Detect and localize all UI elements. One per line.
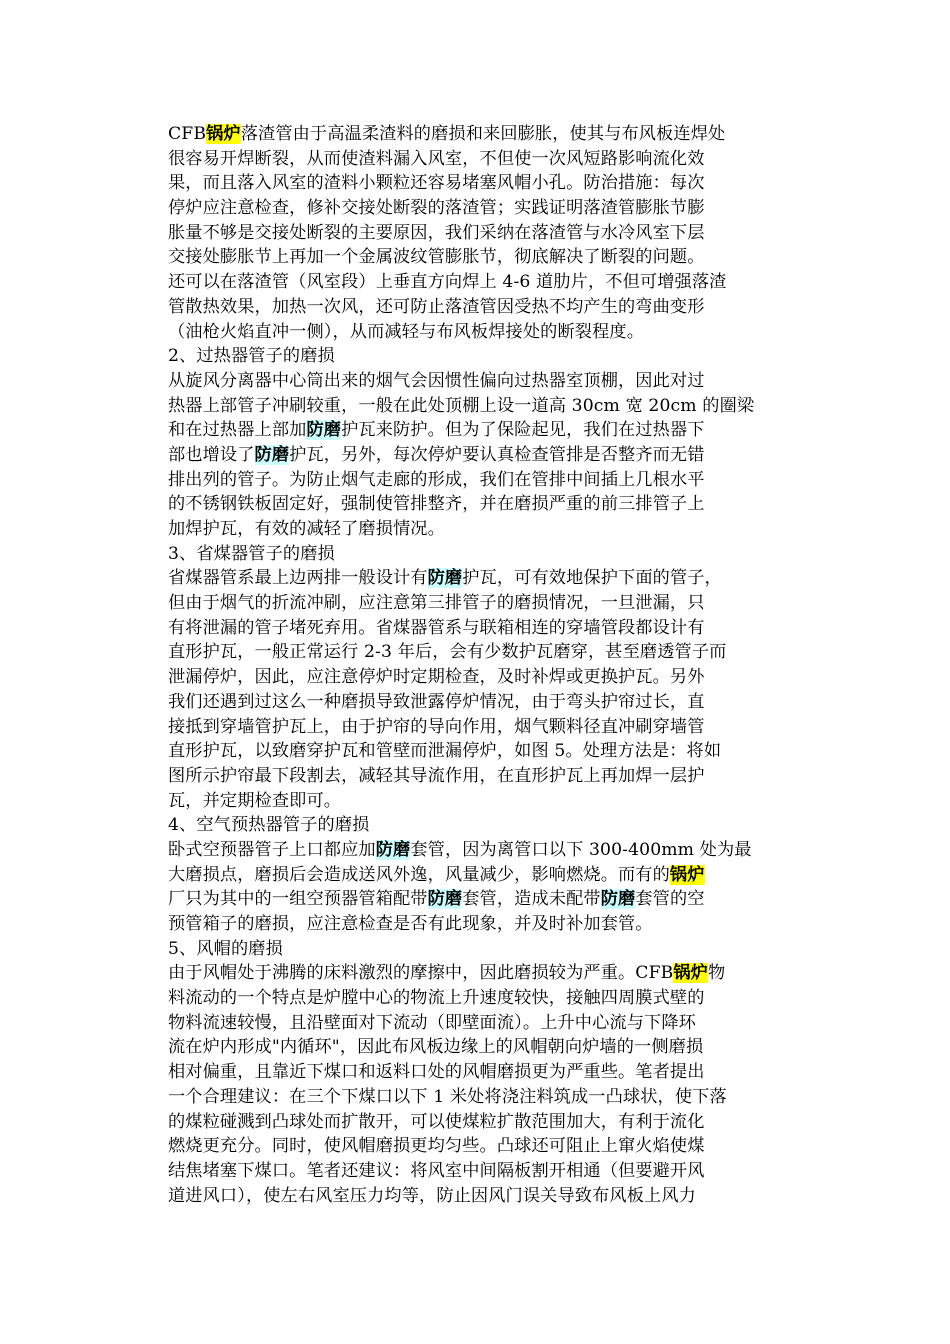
text-line — [168, 690, 788, 715]
text-line — [168, 468, 788, 493]
text-run: 胀量不够是交接处断裂的主要原因，我们采纳在落渣管与水冷风室下层 — [168, 222, 705, 243]
text-run: 燃烧更充分。同时，使风帽磨损更均匀些。凸球还可阻止上窜火焰使煤 — [168, 1136, 705, 1157]
text-run: 一个合理建议：在三个下煤口以下 1 米处将浇注料筑成一凸球状，使下落 — [168, 1086, 727, 1107]
text-line — [168, 937, 788, 962]
text-run: 还可以在落渣管（风室段）上垂直方向焊上 4-6 道肋片，不但可增强落渣 — [168, 272, 727, 293]
text-run: 护瓦，另外，每次停炉要认真检查管排是否整齐而无错 — [289, 444, 705, 465]
text-line — [168, 986, 788, 1011]
text-run: 流在炉内形成"内循环"，因此布风板边缘上的风帽朝向炉墙的一侧磨损 — [168, 1037, 704, 1058]
text-line — [168, 196, 788, 221]
text-line — [168, 591, 788, 616]
text-line — [168, 221, 788, 246]
text-run: 4、空气预热器管子的磨损 — [168, 815, 370, 836]
highlighted-keyword: 锅炉 — [673, 963, 708, 984]
text-run: 料流动的一个特点是炉膛中心的物流上升速度较快，接触四周膜式壁的 — [168, 988, 705, 1009]
text-line — [168, 394, 788, 419]
text-line — [168, 1011, 788, 1036]
text-run: 部也增设了 — [168, 444, 255, 465]
text-line — [168, 739, 788, 764]
text-run: 热器上部管子冲刷较重，一般在此处顶棚上设一道高 30cm 宽 20cm 的圈梁 — [168, 395, 755, 416]
text-run: 厂只为其中的一组空预器管箱配带 — [168, 889, 428, 910]
text-line — [168, 887, 788, 912]
text-line — [168, 764, 788, 789]
text-run: 套管，造成未配带 — [462, 889, 601, 910]
text-run: 但由于烟气的折流冲刷，应注意第三排管子的磨损情况，一旦泄漏，只 — [168, 593, 705, 614]
highlighted-keyword: 防磨 — [427, 889, 463, 910]
text-line — [168, 270, 788, 295]
text-run: （油枪火焰直冲一侧），从而减轻与布风板焊接处的断裂程度。 — [168, 321, 645, 342]
text-line — [168, 640, 788, 665]
text-line — [168, 863, 788, 888]
text-run: 相对偏重，且靠近下煤口和返料口处的风帽磨损更为严重些。笔者提出 — [168, 1062, 705, 1083]
text-line — [168, 665, 788, 690]
highlighted-keyword: 防磨 — [375, 839, 411, 860]
text-line — [168, 1159, 788, 1184]
text-run: 交接处膨胀节上再加一个金属波纹管膨胀节，彻底解决了断裂的问题。 — [168, 247, 705, 268]
text-run: 接抵到穿墙管护瓦上，由于护帘的导向作用，烟气颗料径直冲刷穿墙管 — [168, 716, 705, 737]
text-line — [168, 344, 788, 369]
text-line — [168, 813, 788, 838]
text-run: 的煤粒碰溅到凸球处而扩散开，可以使煤粒扩散范围加大，有利于流化 — [168, 1111, 705, 1132]
text-run: 物 — [708, 963, 726, 984]
text-run: 结焦堵塞下煤口。笔者还建议：将风室中间隔板割开相通（但要避开风 — [168, 1160, 705, 1181]
text-run: 预管箱子的磨损，应注意检查是否有此现象，并及时补加套管。 — [168, 914, 653, 934]
text-run: 从旋风分离器中心筒出来的烟气会因惯性偏向过热器室顶棚，因此对过 — [168, 370, 705, 391]
text-line — [168, 122, 788, 147]
text-run: CFB — [168, 124, 207, 144]
text-line — [168, 616, 788, 641]
text-line — [168, 147, 788, 172]
text-line — [168, 245, 788, 270]
text-run: 3、省煤器管子的磨损 — [168, 543, 335, 564]
text-line — [168, 1134, 788, 1159]
text-run: 护瓦来防护。但为了保险起见，我们在过热器下 — [341, 420, 705, 441]
text-line — [168, 517, 788, 542]
text-line — [168, 1060, 788, 1085]
text-line — [168, 961, 788, 986]
text-line — [168, 542, 788, 567]
text-run: 5、风帽的磨损 — [168, 938, 283, 959]
text-run: 省煤器管系最上边两排一般设计有 — [168, 568, 428, 589]
highlighted-keyword: 锅炉 — [206, 124, 241, 144]
text-run: 停炉应注意检查，修补交接处断裂的落渣管；实践证明落渣管膨胀节膨 — [168, 198, 705, 219]
text-line — [168, 1035, 788, 1060]
highlighted-keyword: 防磨 — [427, 568, 463, 589]
text-run: 图所示护帘最下段割去，减轻其导流作用，在直形护瓦上再加焊一层护 — [168, 765, 705, 786]
text-run: 卧式空预器管子上口都应加 — [168, 839, 376, 860]
text-line — [168, 320, 788, 345]
text-line — [168, 418, 788, 443]
text-run: 泄漏停炉，因此，应注意停炉时定期检查，及时补焊或更换护瓦。另外 — [168, 667, 705, 688]
text-run: 很容易开焊断裂，从而使渣料漏入风室，不但使一次风短路影响流化效 — [168, 148, 705, 169]
text-run: 我们还遇到过这么一种磨损导致泄露停炉情况，由于弯头护帘过长，直 — [168, 691, 705, 712]
text-line — [168, 912, 788, 937]
highlighted-keyword: 锅炉 — [669, 864, 705, 885]
text-run: 2、过热器管子的磨损 — [168, 346, 335, 367]
text-run: 管散热效果，加热一次风，还可防止落渣管因受热不均产生的弯曲变形 — [168, 296, 705, 317]
text-run: 护瓦，可有效地保护下面的管子， — [462, 568, 722, 589]
text-run: 直形护瓦，以致磨穿护瓦和管壁而泄漏停炉，如图 5。处理方法是：将如 — [168, 741, 722, 762]
text-run: 的不锈钢铁板固定好，强制使管排整齐，并在磨损严重的前三排管子上 — [168, 494, 705, 515]
document-body — [168, 122, 788, 1208]
text-line — [168, 838, 788, 863]
text-run: 物料流速较慢，且沿壁面对下流动（即壁面流）。上升中心流与下降环 — [168, 1012, 696, 1033]
text-run: 由于风帽处于沸腾的床料激烈的摩擦中，因此磨损较为严重。CFB — [168, 963, 674, 984]
text-line — [168, 295, 788, 320]
text-run: 果，而且落入风室的渣料小颗粒还容易堵塞风帽小孔。防治措施：每次 — [168, 173, 705, 194]
text-run: 和在过热器上部加 — [168, 420, 307, 441]
text-run: 有将泄漏的管子堵死弃用。省煤器管系与联箱相连的穿墙管段都设计有 — [168, 617, 705, 638]
text-line — [168, 492, 788, 517]
text-line — [168, 715, 788, 740]
text-run: 落渣管由于高温柔渣料的磨损和来回膨胀，使其与布风板连焊处 — [240, 124, 726, 144]
highlighted-keyword: 防磨 — [254, 444, 290, 465]
text-run: 道进风口），使左右风室压力均等，防止因风门误关导致布风板上风力 — [168, 1185, 696, 1206]
text-line — [168, 443, 788, 468]
text-line — [168, 789, 788, 814]
text-line — [168, 1110, 788, 1135]
text-line — [168, 171, 788, 196]
highlighted-keyword: 防磨 — [306, 420, 342, 441]
text-run: 大磨损点，磨损后会造成送风外逸，风量减少，影响燃烧。而有的 — [168, 864, 670, 885]
text-run: 直形护瓦，一般正常运行 2-3 年后，会有少数护瓦磨穿，甚至磨透管子而 — [168, 642, 727, 663]
highlighted-keyword: 防磨 — [600, 889, 636, 910]
text-line — [168, 1085, 788, 1110]
text-line — [168, 1184, 788, 1209]
text-run: 排出列的管子。为防止烟气走廊的形成，我们在管排中间插上几根水平 — [168, 469, 705, 490]
text-line — [168, 369, 788, 394]
text-run: 套管的空 — [635, 889, 705, 910]
text-line — [168, 566, 788, 591]
text-run: 加焊护瓦，有效的减轻了磨损情况。 — [168, 519, 445, 539]
text-run: 套管，因为离管口以下 300-400mm 处为最 — [410, 839, 752, 860]
text-run: 瓦，并定期检查即可。 — [168, 790, 342, 811]
